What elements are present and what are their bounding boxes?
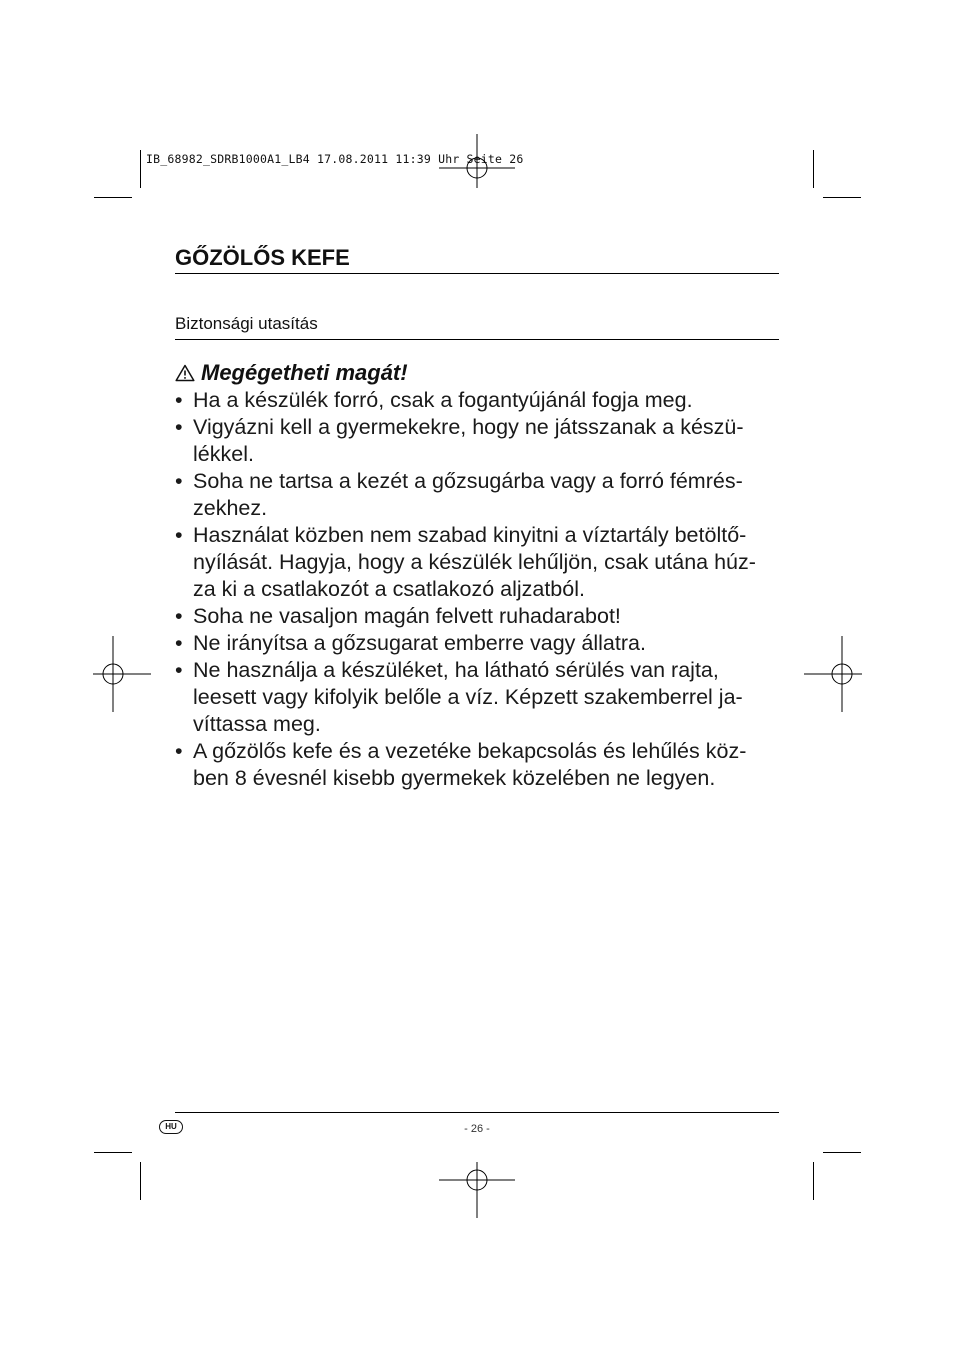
list-item-text: Ne használja a készüléket, ha látható sérülés van rajta, leesett vagy kifolyik belőle a víz. Képzett szakemberrel ja- víttassa meg. bbox=[193, 658, 743, 736]
bullet-dot: • bbox=[175, 469, 183, 493]
list-item-text: Ne irányítsa a gőzsugarat emberre vagy állatra. bbox=[193, 631, 646, 655]
list-item-text: A gőzölős kefe és a vezetéke bekapcsolás és lehűlés köz- ben 8 évesnél kisebb gyermekek közelében ne legyen. bbox=[193, 739, 747, 790]
registration-mark-icon bbox=[804, 636, 880, 712]
bullet-dot: • bbox=[175, 388, 183, 412]
bullet-dot: • bbox=[175, 631, 183, 655]
registration-mark-icon bbox=[75, 636, 151, 712]
list-item-text: Használat közben nem szabad kinyitni a víztartály betöltő- nyílását. Hagyja, hogy a készülék lehűljön, csak utána húz- za ki a csatlakozót a csatlakozó aljzatból. bbox=[193, 523, 756, 601]
list-item-text: Ha a készülék forró, csak a fogantyújánál fogja meg. bbox=[193, 388, 693, 412]
page-number: - 26 - bbox=[464, 1123, 490, 1135]
subtitle-rule bbox=[175, 339, 779, 340]
print-slug: IB_68982_SDRB1000A1_LB4 17.08.2011 11:39 Uhr Seite 26 bbox=[146, 152, 524, 166]
warning-heading-text: Megégetheti magát! bbox=[201, 360, 408, 385]
bullet-dot: • bbox=[175, 415, 183, 439]
registration-mark-icon bbox=[439, 134, 515, 210]
crop-mark bbox=[813, 1162, 814, 1200]
list-item bbox=[175, 522, 785, 603]
bullet-dot: • bbox=[175, 604, 183, 628]
list-item-text: Soha ne tartsa a kezét a gőzsugárba vagy a forró fémrés- zekhez. bbox=[193, 469, 743, 520]
section-subtitle: Biztonsági utasítás bbox=[175, 314, 318, 333]
crop-mark bbox=[94, 197, 132, 198]
list-item bbox=[175, 657, 785, 738]
list-item bbox=[175, 414, 785, 468]
section-title: GŐZÖLŐS KEFE bbox=[175, 245, 350, 270]
list-item bbox=[175, 603, 785, 630]
registration-mark-icon bbox=[439, 1142, 515, 1218]
crop-mark bbox=[140, 150, 141, 188]
list-item bbox=[175, 738, 785, 792]
list-item-text: Vigyázni kell a gyermekekre, hogy ne játsszanak a készü- lékkel. bbox=[193, 415, 744, 466]
list-item bbox=[175, 630, 785, 657]
footer-rule bbox=[175, 1112, 779, 1113]
title-rule bbox=[175, 273, 779, 274]
list-item bbox=[175, 468, 785, 522]
warning-heading bbox=[175, 360, 408, 386]
language-badge: HU bbox=[159, 1120, 183, 1134]
bullet-dot: • bbox=[175, 523, 183, 547]
warning-triangle-icon bbox=[175, 364, 195, 382]
crop-mark bbox=[823, 1152, 861, 1153]
bullet-dot: • bbox=[175, 658, 183, 682]
crop-mark bbox=[813, 150, 814, 188]
crop-mark bbox=[94, 1152, 132, 1153]
safety-bullet-list bbox=[175, 387, 785, 792]
list-item-text: Soha ne vasaljon magán felvett ruhadarabot! bbox=[193, 604, 621, 628]
bullet-dot: • bbox=[175, 739, 183, 763]
list-item bbox=[175, 387, 785, 414]
crop-mark bbox=[140, 1162, 141, 1200]
crop-mark bbox=[823, 197, 861, 198]
